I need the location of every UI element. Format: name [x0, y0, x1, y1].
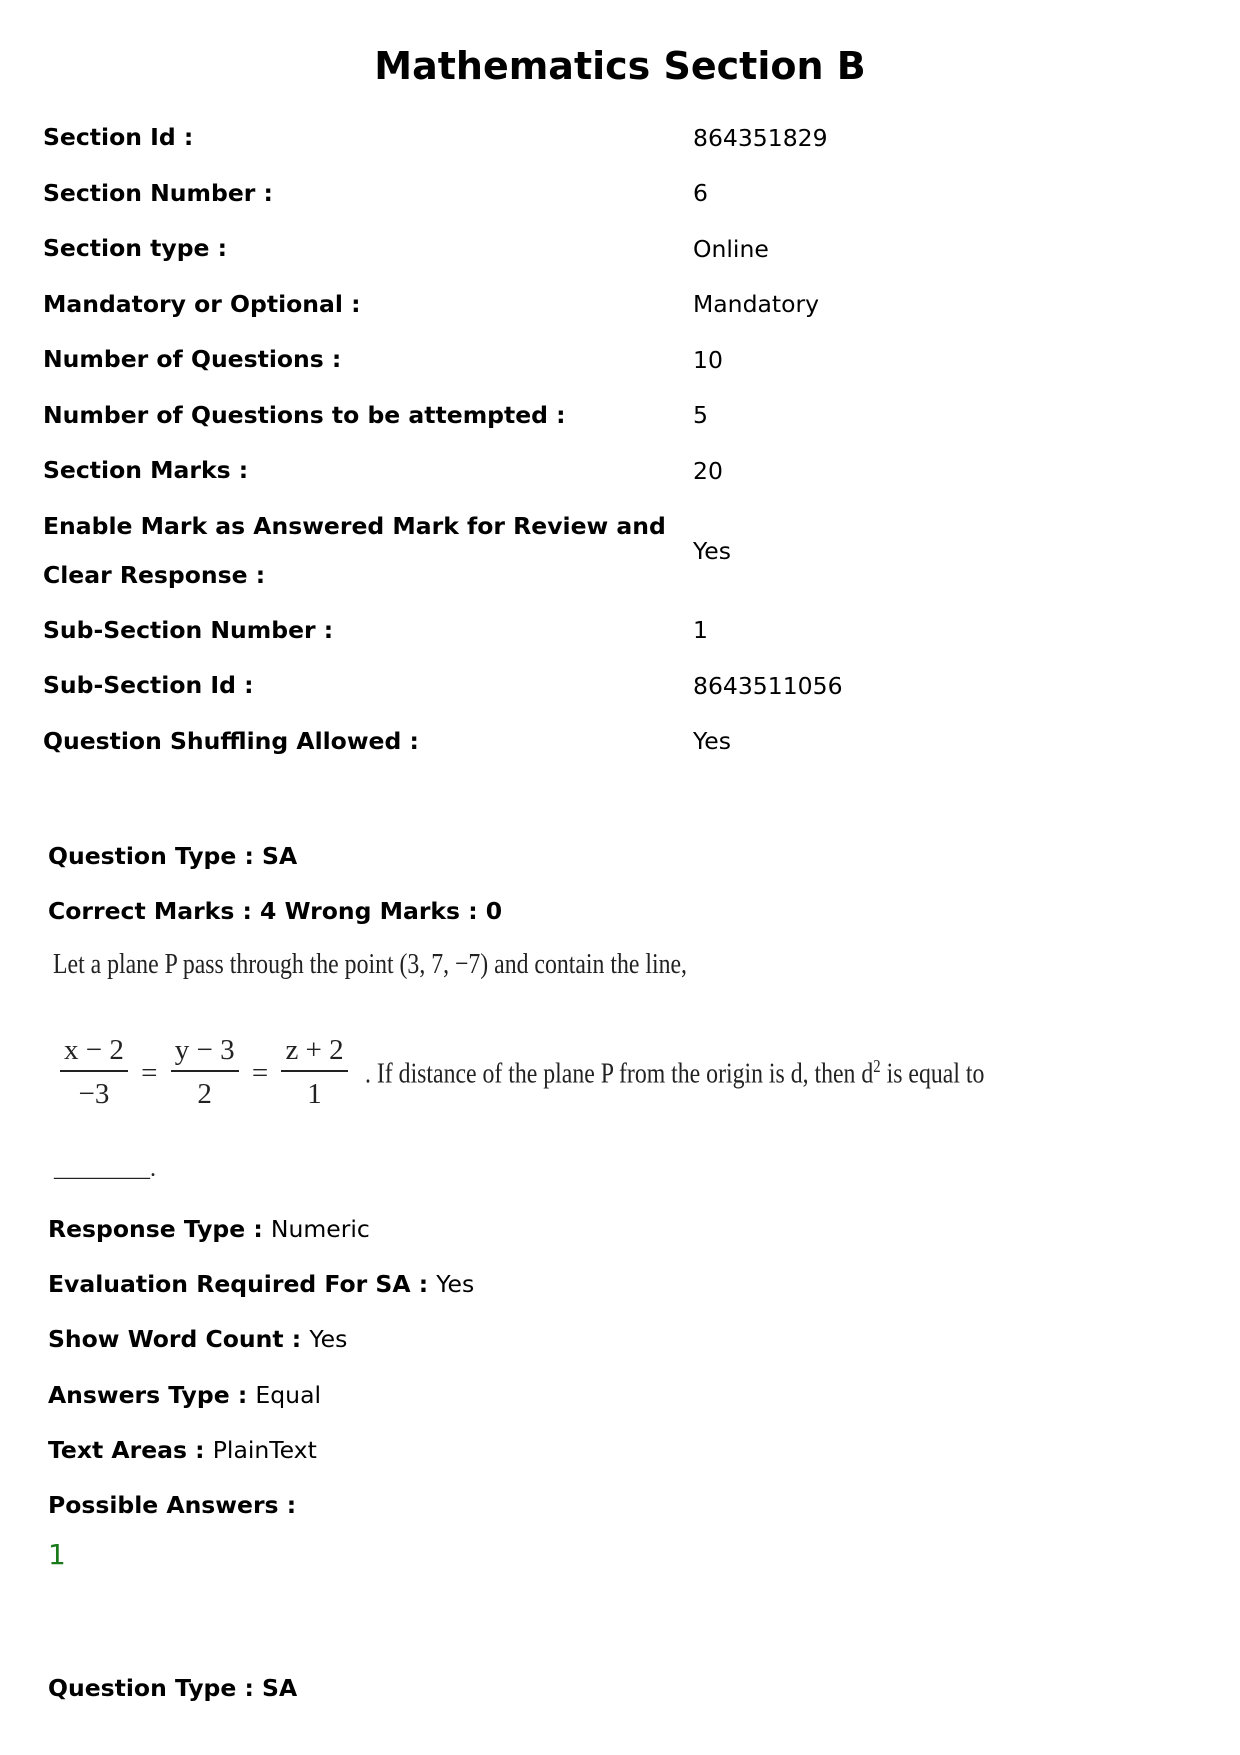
info-label: Number of Questions : [43, 345, 342, 374]
info-row-questions-to-attempt [43, 388, 1043, 444]
info-label-line-1: Enable Mark as Answered Mark for Review and [43, 511, 666, 540]
info-row-number-of-questions [43, 332, 1043, 388]
info-label: Section type : [43, 234, 228, 263]
info-label: Number of Questions to be attempted : [43, 400, 566, 429]
question-text-line-1: Let a plane P pass through the point (3, 7, −7) and contain the line, [53, 948, 687, 980]
fraction-numerator: z + 2 [281, 1030, 347, 1072]
question-text-part: . If distance of the plane P from the origin is d, then d [364, 1057, 874, 1090]
fraction-denominator: −3 [78, 1078, 110, 1110]
word-count-label: Show Word Count : [48, 1325, 302, 1353]
next-question-type: Question Type : SA [48, 1674, 298, 1702]
possible-answer-value: 1 [48, 1538, 66, 1571]
evaluation-value: Yes [436, 1270, 475, 1298]
text-areas [48, 1436, 317, 1464]
response-type-label: Response Type : [48, 1215, 263, 1243]
response-type-value: Numeric [270, 1215, 370, 1243]
answers-type-value: Equal [255, 1381, 321, 1409]
fraction-denominator: 1 [307, 1078, 322, 1110]
fraction-y [171, 1030, 239, 1116]
info-value: Yes [693, 536, 731, 565]
text-areas-label: Text Areas : [48, 1436, 205, 1464]
info-label: Section Number : [43, 178, 273, 207]
info-row-mandatory [43, 277, 1043, 333]
answers-type [48, 1381, 321, 1409]
info-row-sub-section-id [43, 658, 1043, 714]
question-equation [56, 1030, 1120, 1116]
fraction-numerator: x − 2 [60, 1030, 128, 1072]
info-row-section-number [43, 166, 1043, 222]
evaluation-required [48, 1270, 474, 1298]
question-type: Question Type : SA [48, 842, 298, 870]
info-row-section-type [43, 221, 1043, 277]
info-value: 8643511056 [693, 671, 843, 700]
info-row-question-shuffling [43, 714, 1043, 770]
info-value: 1 [693, 616, 708, 645]
info-row-enable-mark [43, 499, 1043, 603]
info-label: Sub-Section Number : [43, 615, 334, 644]
page-title: Mathematics Section B [374, 44, 866, 88]
info-label-line-2: Clear Response : [43, 560, 266, 589]
response-type [48, 1215, 370, 1243]
info-value: 6 [693, 179, 708, 208]
possible-answers-label: Possible Answers : [48, 1491, 297, 1519]
info-row-section-id [43, 110, 1043, 166]
fraction-z [281, 1030, 347, 1116]
equals-sign: = [251, 1056, 269, 1089]
info-label: Mandatory or Optional : [43, 289, 361, 318]
info-label [43, 499, 693, 603]
superscript: 2 [873, 1055, 881, 1076]
info-label: Sub-Section Id : [43, 671, 254, 700]
fraction-x [60, 1030, 128, 1116]
fraction-denominator: 2 [197, 1078, 212, 1110]
info-label: Section Marks : [43, 456, 249, 485]
question-text-line-2 [365, 1056, 984, 1091]
evaluation-label: Evaluation Required For SA : [48, 1270, 429, 1298]
info-label: Question Shuffling Allowed : [43, 726, 419, 755]
info-value: 20 [693, 456, 723, 485]
info-row-section-marks [43, 443, 1043, 499]
info-value: 864351829 [693, 123, 828, 152]
info-row-sub-section-number [43, 603, 1043, 659]
info-value: 10 [693, 345, 723, 374]
info-label: Section Id : [43, 123, 194, 152]
info-value: Yes [693, 727, 731, 756]
answers-type-label: Answers Type : [48, 1381, 248, 1409]
info-value: Online [693, 234, 769, 263]
section-info-table [43, 110, 1043, 769]
text-areas-value: PlainText [212, 1436, 317, 1464]
question-marks: Correct Marks : 4 Wrong Marks : 0 [48, 897, 503, 925]
info-value: 5 [693, 401, 708, 430]
question-text-part: is equal to [880, 1057, 985, 1090]
word-count-value: Yes [309, 1325, 348, 1353]
show-word-count [48, 1325, 347, 1353]
equals-sign: = [141, 1056, 158, 1089]
answer-blank: ________. [54, 1156, 156, 1182]
info-value: Mandatory [693, 290, 820, 319]
fraction-numerator: y − 3 [171, 1030, 239, 1072]
